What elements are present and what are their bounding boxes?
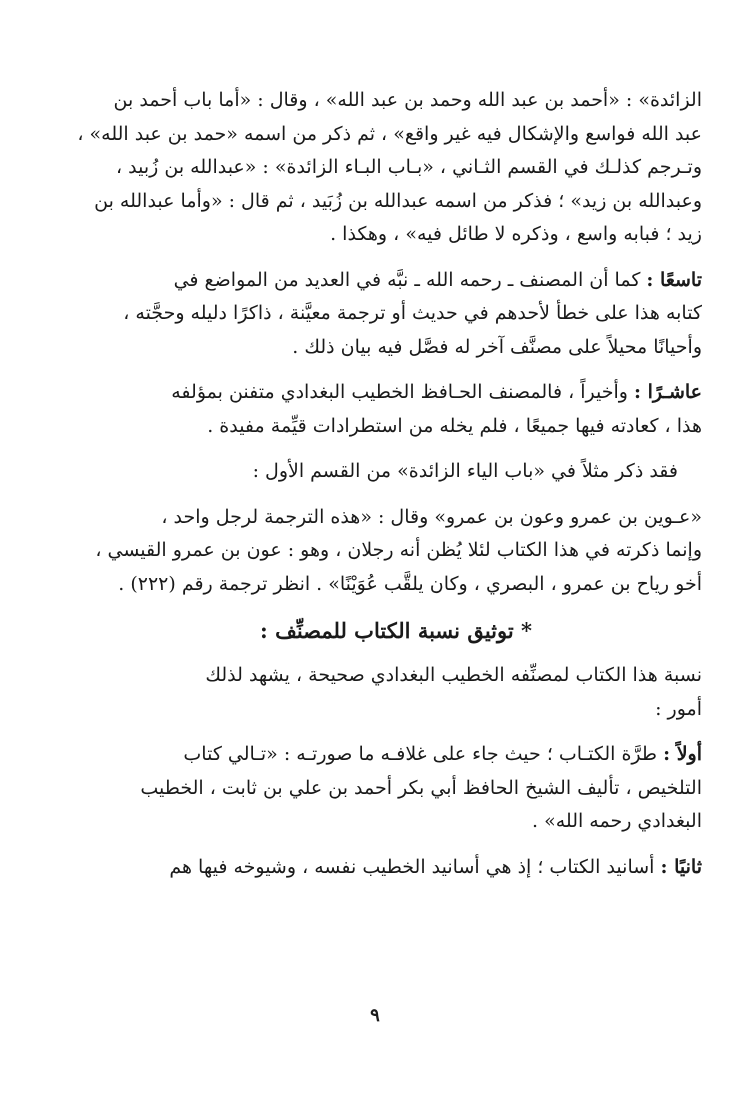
text-line: وأحيانًا محيلاً على مصنَّف آخر له فصَّل فيه بيان ذلك . <box>292 335 702 358</box>
paragraph-lead: تاسعًا : <box>646 268 702 291</box>
paragraph-ninth <box>48 264 702 365</box>
paragraph-lead: عاشـرًا : <box>633 381 702 403</box>
text-line <box>48 851 702 885</box>
text-line: الزائدة» : «أحمد بن عبد الله وحمد بن عبد الله» ، وقال : «أما باب أحمد بن <box>113 89 702 111</box>
text-line: التلخيص ، تأليف الشيخ الحافظ أبي بكر أحمد بن علي بن ثابت ، الخطيب <box>140 776 702 799</box>
text-line: زيد ؛ فبابه واسع ، وذكره لا طائل فيه» ، وهكذا . <box>330 223 702 245</box>
paragraph-lead: أولاً : <box>663 743 702 765</box>
text-line: وعبدالله بن زيد» ؛ فذكر من اسمه عبدالله بن زُبَيد ، ثم قال : «وأما عبدالله بن <box>94 189 702 212</box>
text-line: وتـرجم كذلـك في القسم الثـاني ، «بـاب البـاء الزائدة» : «عبدالله بن زُبيد ، <box>116 156 702 178</box>
text-line: هذا ، كعادته فيها جميعًا ، فلم يخله من استطرادات قيِّمة مفيدة . <box>207 414 702 437</box>
paragraph-attribution <box>48 659 702 726</box>
text-line: أخو رياح بن عمرو ، البصري ، وكان يلقَّب عُوَيْنًا» . انظر ترجمة رقم (٢٢٢) . <box>118 572 702 595</box>
paragraph-tenth <box>48 376 702 443</box>
text-line-rest: وأخيراً ، فالمصنف الحـافظ الخطيب البغدادي متفنن بمؤلفه <box>171 381 634 403</box>
section-heading: * توثيق نسبة الكتاب للمصنِّف : <box>260 618 532 643</box>
paragraph-second <box>48 851 702 885</box>
page-number: ٩ <box>370 1005 380 1026</box>
text-line-rest: أسانيد الكتاب ؛ إذ هي أسانيد الخطيب نفسه ، وشيوخه فيها هم <box>169 855 661 878</box>
paragraph-example-quote <box>48 501 702 602</box>
paragraph-lead: ثانيًا : <box>660 855 702 878</box>
text-line: «عـوين بن عمرو وعون بن عمرو» وقال : «هذه الترجمة لرجل واحد ، <box>161 505 702 528</box>
text-line: كتابه هذا على خطأ لأحدهم في حديث أو ترجمة معيَّنة ، ذاكرًا دليله وحجَّته ، <box>123 302 702 324</box>
text-line: عبد الله فواسع والإشكال فيه غير واقع» ، ثم ذكر من اسمه «حمد بن عبد الله» ، <box>77 122 702 145</box>
text-line-rest: كما أن المصنف ـ رحمه الله ـ نبَّه في العديد من المواضع في <box>173 268 647 291</box>
text-line: فقد ذكر مثلاً في «باب الياء الزائدة» من القسم الأول : <box>252 460 678 482</box>
text-line: أمور : <box>655 697 702 720</box>
paragraph-example-intro <box>48 455 702 489</box>
paragraph-first <box>48 738 702 839</box>
text-line: نسبة هذا الكتاب لمصنِّفه الخطيب البغدادي صحيحة ، يشهد لذلك <box>205 664 702 686</box>
paragraph-zaida-examples <box>48 84 702 252</box>
text-line: البغدادي رحمه الله» . <box>532 810 702 832</box>
text-line <box>48 264 702 298</box>
text-line <box>48 376 702 410</box>
text-line: وإنما ذكرته في هذا الكتاب لئلا يُظن أنه رجلان ، وهو : عون بن عمرو القيسي ، <box>95 539 702 561</box>
text-line-rest: طرَّة الكتـاب ؛ حيث جاء على غلافـه ما صورتـه : «تـالي كتاب <box>183 743 664 765</box>
text-line <box>48 738 702 772</box>
